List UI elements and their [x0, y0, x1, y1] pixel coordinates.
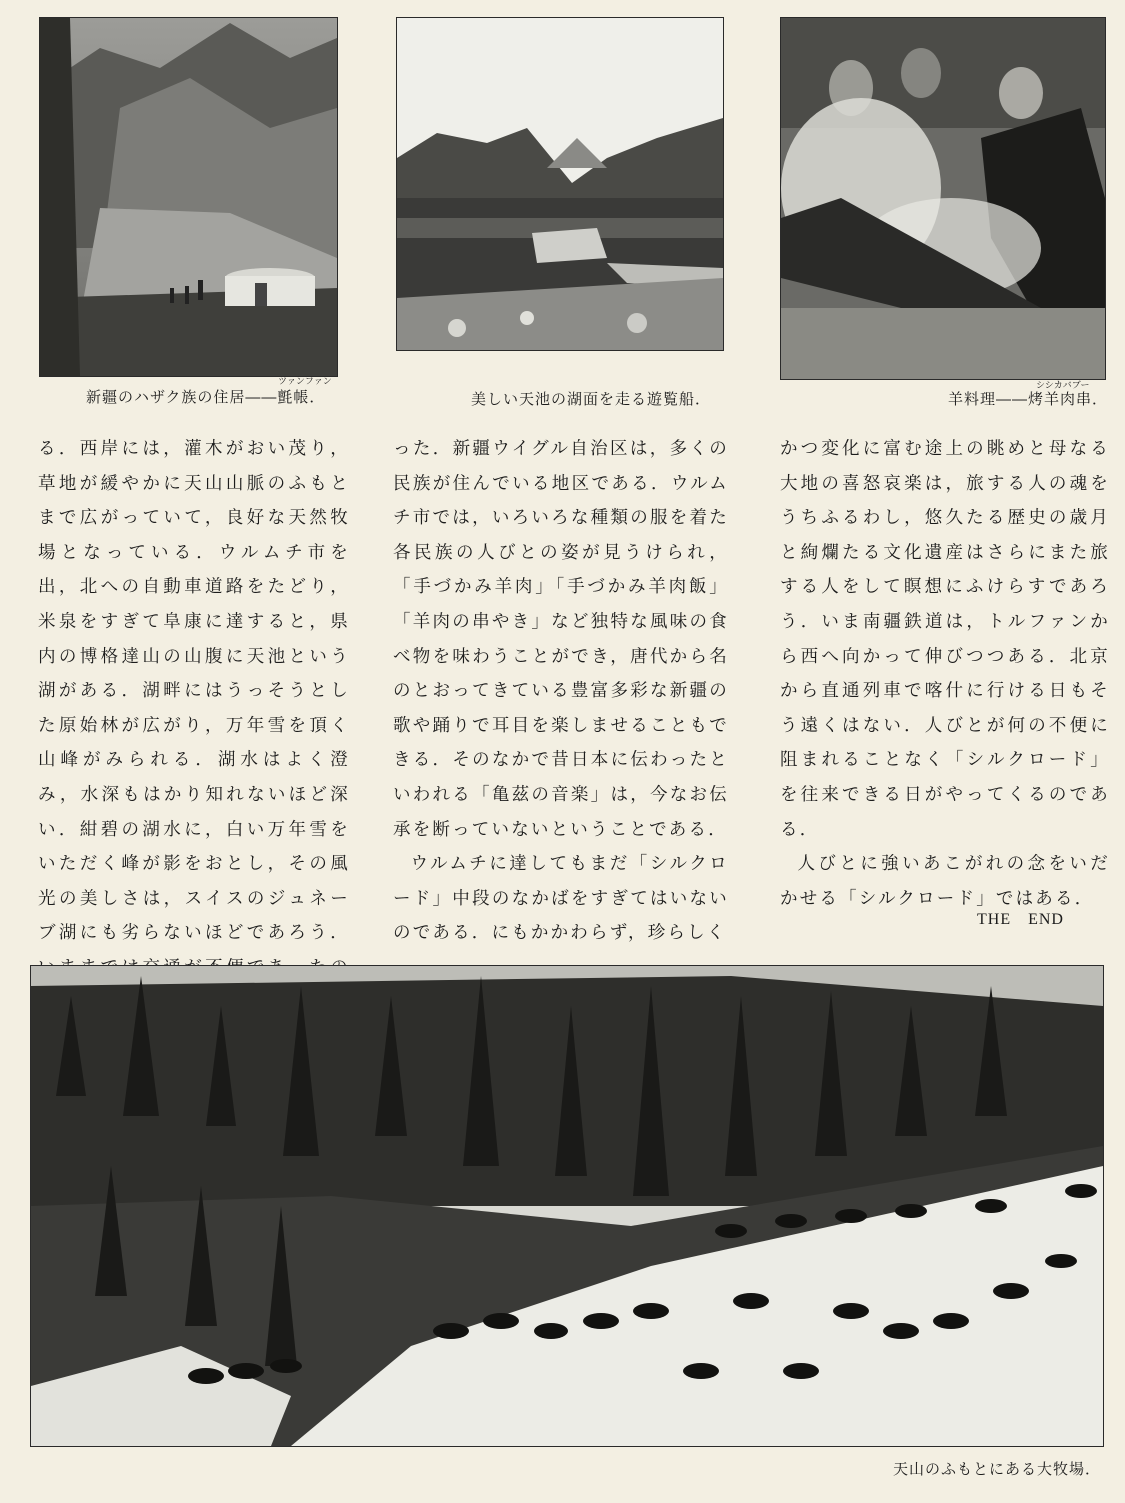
paragraph: かつ変化に富む途上の眺めと母なる大地の喜怒哀楽は，旅する人の魂をうちふるわし，悠久たる歴史の歳月と絢爛たる文化遺産はさらにまた旅する人をして瞑想にふけらすであろう．いま南疆鉄道は，トルファンから西へ向かって伸びつつある．北京から直通列車で喀什に行ける日もそう遠くはない．人びとが何の不便に阻まれることなく「シルクロード」を往来できる日がやってくるのである．	[780, 439, 1110, 840]
photo-yurt	[39, 17, 338, 377]
caption-ruby-grill: シシカバブー	[1036, 381, 1090, 391]
end-mark: THE END	[977, 911, 1064, 928]
photo-pasture	[30, 965, 1104, 1447]
text-column-2	[393, 432, 729, 951]
photo-grill	[780, 17, 1106, 380]
paragraph: る．西岸には，灌木がおい茂り，草地が緩やかに天山山脈のふもとまで広がっていて，良好な天然牧場となっている．ウルムチ市を出，北への自動車道路をたどり，米泉をすぎて阜康に達すると，県内の博格達山の山腹に天池という湖がある．湖畔にはうっそうとした原始林が広がり，万年雪を頂く山峰がみられる．湖水はよく澄み，水深もはかり知れないほど深い．紺碧の湖水に，白い万年雪をいただく峰が影をおとし，その風光の美しさは，スイスのジュネーブ湖にも劣らないほどであろう．	[38, 439, 350, 944]
paragraph: った．新疆ウイグル自治区は，多くの民族が住んでいる地区である．ウルムチ市では，いろいろな種類の服を着た各民族の人びとの姿が見うけられ，「手づかみ羊肉」「手づかみ羊肉飯」「羊肉の串やき」など独特な風味の食べ物を味わうことができ，唐代から名のとおってきている豊富多彩な新疆の歌や踊りで耳目を楽しませることもできる．そのなかで昔日本に伝わったといわれる「亀茲の音楽」は，今なお伝承を断っていないということである．	[393, 439, 729, 840]
text-column-3	[780, 432, 1110, 916]
text-column-1	[38, 432, 350, 1055]
caption-grill: 羊料理――烤羊肉串． シシカバブー	[948, 388, 1108, 409]
caption-pasture: 天山のふもとにある大牧場．	[893, 1460, 1102, 1478]
caption-ruby-yurt: ツァンファン	[278, 377, 332, 387]
caption-yurt: 新疆のハザク族の住居――氈帳． ツァンファン	[86, 386, 325, 407]
photo-lake	[396, 17, 724, 351]
paragraph: ウルムチに達してもまだ「シルクロード」中段のなかばをすぎてはいないのである．にもかかわらず，珍らしく	[393, 854, 729, 944]
caption-lake: 美しい天池の湖面を走る遊覧船．	[471, 390, 712, 408]
paragraph: 人びとに強いあこがれの念をいだかせる「シルクロード」ではある．	[780, 854, 1110, 909]
